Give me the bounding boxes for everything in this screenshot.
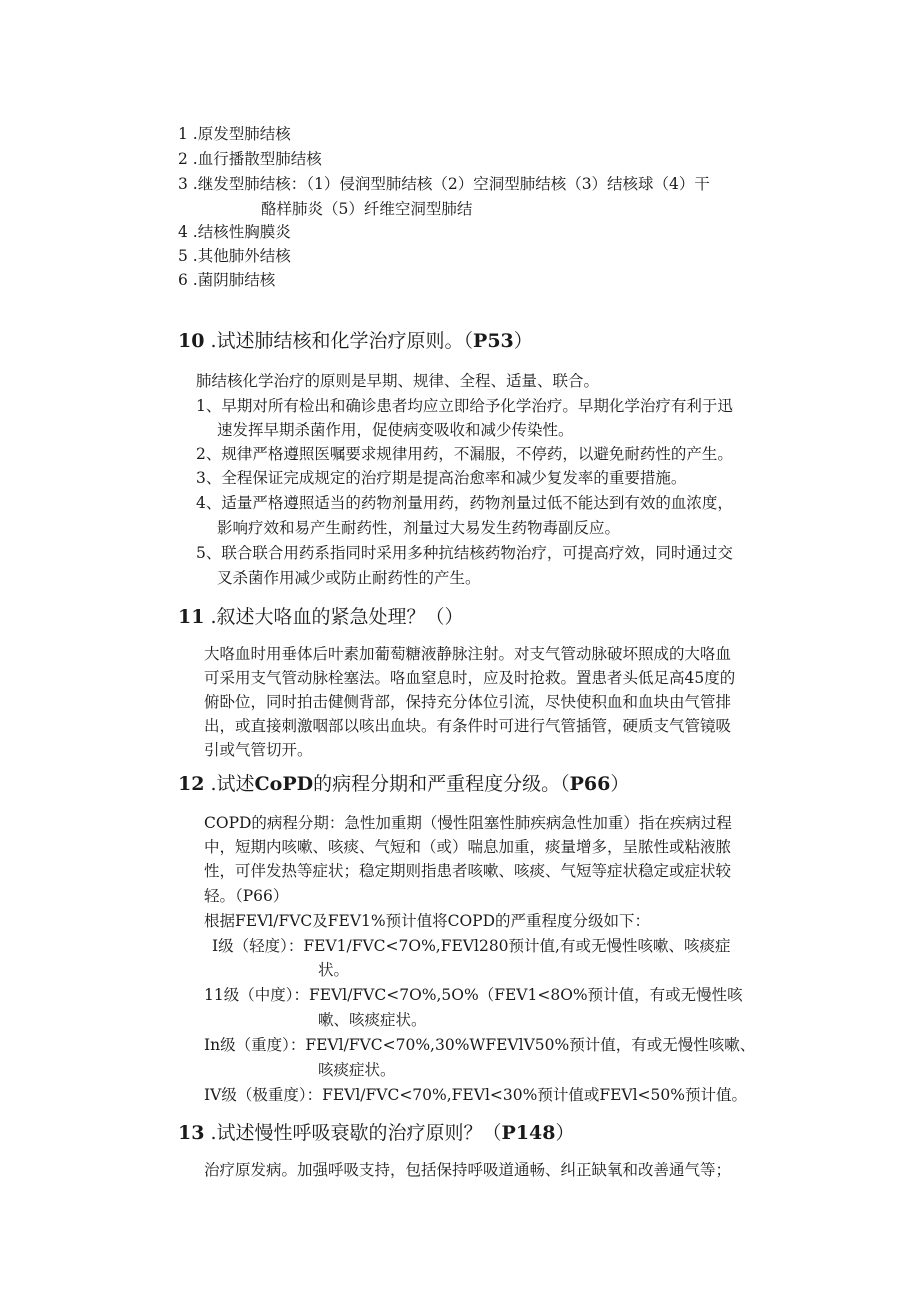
q11-number: 11	[178, 606, 205, 628]
q12-line-12: IV级（极重度）：FEVl/FVC<70%,FEVl<30%预计值或FEVl<50%预计值。	[204, 1086, 748, 1104]
q12-line-7: 状。	[318, 961, 350, 979]
q10-line-1: 肺结核化学治疗的原则是早期、规律、全程、适量、联合。	[196, 372, 600, 390]
q13-close: ）	[555, 1122, 575, 1144]
q11-line-1: 大咯血时用垂体后叶素加葡萄糖液静脉注射。对支气管动脉破坏照成的大咯血	[204, 645, 732, 663]
q10-line-6: 4、适量严格遵照适当的药物剂量用药，药物剂量过低不能达到有效的血浓度，	[196, 494, 733, 512]
q12-heading	[178, 772, 629, 796]
q12-title-a: .试述	[204, 773, 255, 795]
q10-line-8: 5、联合联合用药系指同时采用多种抗结核药物治疗，可提高疗效，同时通过交	[196, 544, 733, 562]
q12-title-bold: CoPD	[254, 773, 314, 795]
q13-heading	[178, 1121, 575, 1145]
type-item-5: 5 .其他肺外结核	[178, 247, 291, 265]
q11-heading	[178, 605, 464, 629]
q10-number: 10	[178, 330, 205, 352]
type-item-4: 4 .结核性胸膜炎	[178, 223, 291, 241]
q10-close: ）	[513, 330, 533, 352]
q12-line-10: In级（重度）：FEVl/FVC<70%,30%WFEVlV50%预计值，有或无慢性咳嗽、	[204, 1036, 756, 1054]
q12-ref: P66	[569, 773, 611, 795]
q13-number: 13	[178, 1122, 205, 1144]
type-item-2: 2 .血行播散型肺结核	[178, 150, 322, 168]
q10-line-9: 叉杀菌作用减少或防止耐药性的产生。	[217, 569, 481, 587]
q11-line-3: 俯卧位，同时拍击健侧背部，保持充分体位引流，尽快使积血和血块由气管排	[204, 693, 732, 711]
q10-heading	[178, 329, 533, 353]
q10-line-7: 影响疗效和易产生耐药性，剂量过大易发生药物毒副反应。	[217, 519, 621, 537]
type-item-6: 6 .菌阴肺结核	[178, 271, 276, 289]
q11-line-2: 可采用支气管动脉栓塞法。咯血窒息时，应及时抢救。置患者头低足高45度的	[204, 669, 736, 687]
q10-line-5: 3、全程保证完成规定的治疗期是提高治愈率和减少复发率的重要措施。	[196, 469, 687, 487]
q13-title: .试述慢性呼吸衰歇的治疗原则？（	[204, 1122, 502, 1144]
q12-line-2: 中，短期内咳嗽、咳痰、气短和（或）喘息加重，痰量增多，呈脓性或粘液脓	[204, 838, 732, 856]
type-item-1: 1 .原发型肺结核	[178, 125, 291, 143]
q12-line-8: 11级（中度）：FEVl/FVC<7O%,5O%（FEV1<8O%预计值，有或无慢性咳	[204, 986, 743, 1004]
type-item-3: 3 .继发型肺结核：（1）侵润型肺结核（2）空洞型肺结核（3）结核球（4）干	[178, 175, 710, 193]
q13-line-1: 治疗原发病。加强呼吸支持，包括保持呼吸道通畅、纠正缺氧和改善通气等；	[204, 1161, 732, 1179]
q12-line-6: I级（轻度）：FEV1/FVC<7O%,FEVl280预计值,有或无慢性咳嗽、咳痰症	[212, 937, 731, 955]
q10-ref: P53	[473, 330, 514, 352]
q12-title-b: 的病程分期和严重程度分级。（	[313, 773, 570, 795]
q12-line-9: 嗽、咳痰症状。	[318, 1011, 427, 1029]
q12-line-11: 咳痰症状。	[318, 1061, 396, 1079]
q11-line-4: 出，或直接刺激咽部以咳出血块。有条件时可进行气管插管，硬质支气管镜吸	[204, 717, 732, 735]
type-item-3-cont: 酪样肺炎（5）纤维空洞型肺结	[261, 200, 473, 218]
q13-ref: P148	[501, 1122, 556, 1144]
q10-line-4: 2、规律严格遵照医嘱要求规律用药，不漏服，不停药，以避免耐药性的产生。	[196, 445, 733, 463]
q12-number: 12	[178, 773, 205, 795]
q10-line-3: 速发挥早期杀菌作用，促使病变吸收和减少传染性。	[217, 421, 574, 439]
q12-line-5: 根据FEVl/FVC及FEV1%预计值将COPD的严重程度分级如下：	[204, 912, 651, 930]
q12-close: ）	[610, 773, 630, 795]
q10-title: .试述肺结核和化学治疗原则。（	[204, 330, 474, 352]
q11-line-5: 引或气管切开。	[204, 741, 313, 759]
q11-title: .叙述大咯血的紧急处理？（）	[204, 606, 464, 628]
q12-line-4: 轻。（P66）	[204, 887, 289, 905]
q12-line-1: COPD的病程分期：急性加重期（慢性阻塞性肺疾病急性加重）指在疾病过程	[204, 814, 732, 832]
q12-line-3: 性，可伴发热等症状；稳定期则指患者咳嗽、咳痰、气短等症状稳定或症状较	[204, 862, 732, 880]
q10-line-2: 1、早期对所有检出和确诊患者均应立即给予化学治疗。早期化学治疗有利于迅	[196, 397, 733, 415]
